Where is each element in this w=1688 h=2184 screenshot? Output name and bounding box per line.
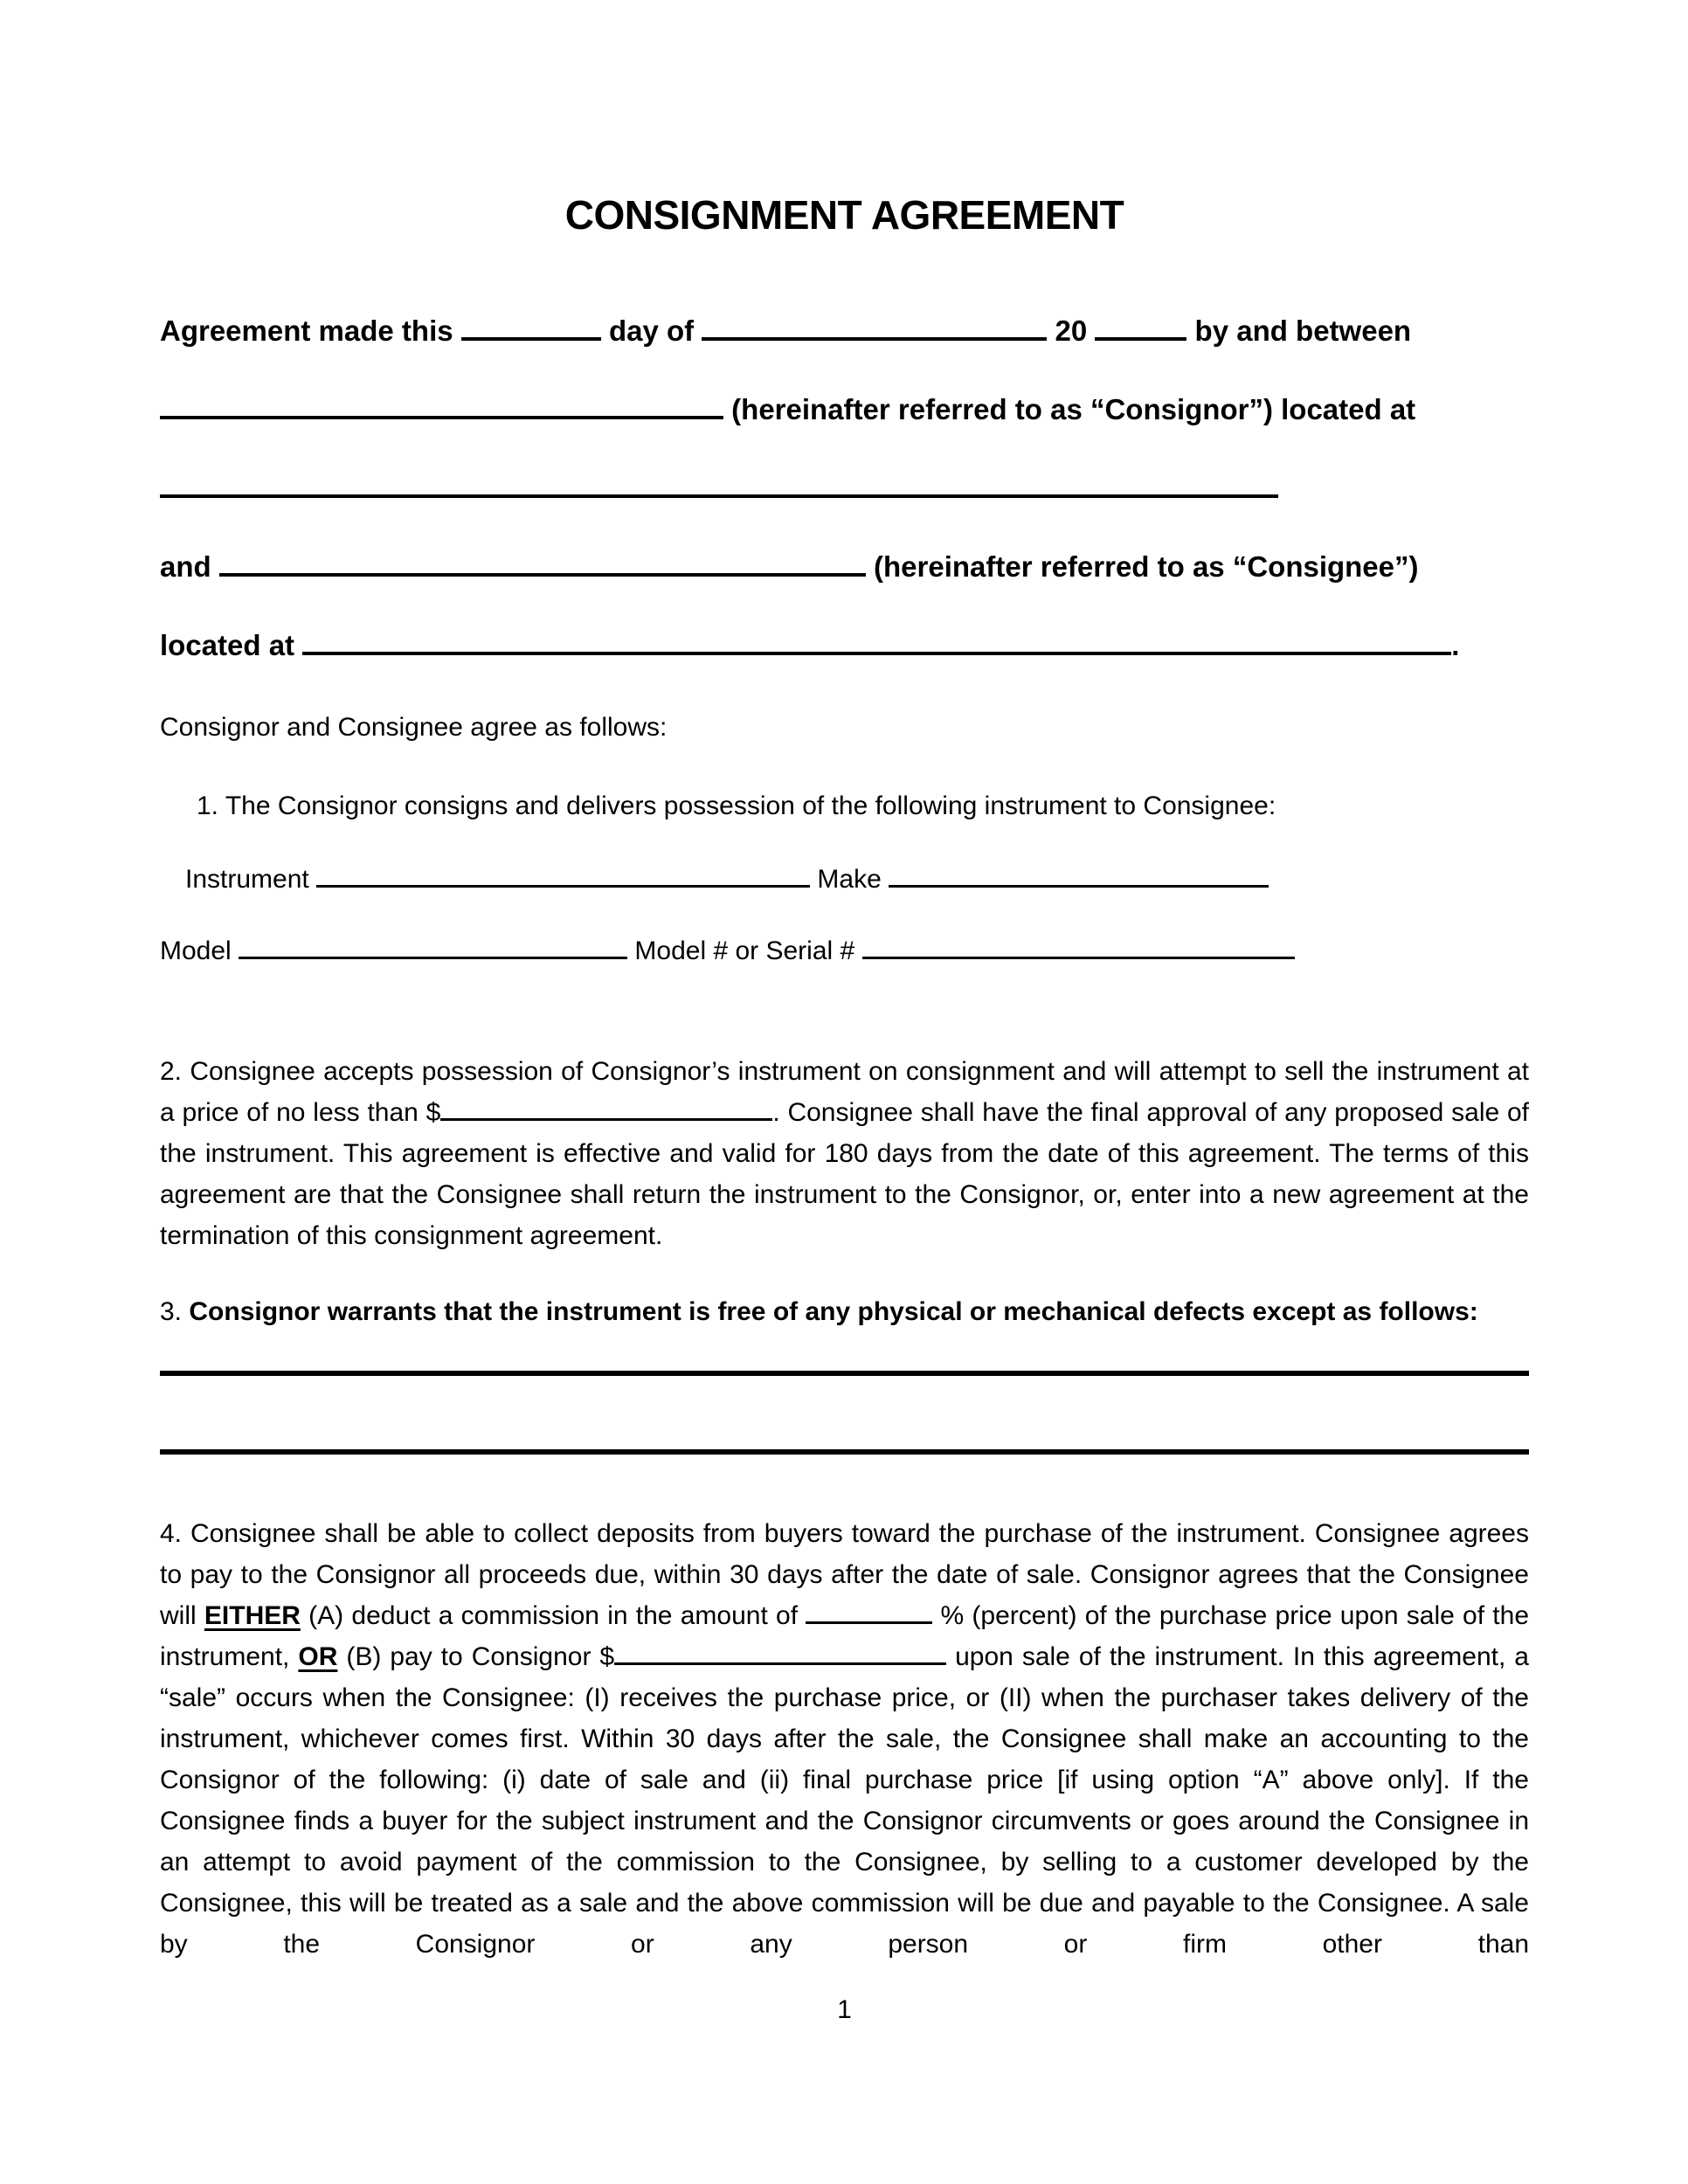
intro-and-text: and: [160, 550, 211, 583]
instrument-label: Instrument: [185, 865, 309, 894]
clause-2-text-before: 2. Consignee accepts possession of Consignor’s instrument on consignment and will attempt to sell the instrument at a price of no less than $: [160, 1057, 1529, 1127]
clause-1-number: 1.: [197, 791, 219, 820]
model-label: Model: [160, 936, 232, 965]
clause-1: [160, 785, 1529, 826]
blank-flat-payment-amount: [614, 1661, 946, 1665]
clause-3: [160, 1291, 1529, 1332]
clause-4-part-5: upon sale of the instrument. In this agreement, a “sale” occurs when the Consignee: (I) receives the purchase price, or (II) when the purchaser takes delivery of the instrument, whichever comes first. Within 30 days after the sale, the Consignee shall make an accounting to the Consignor of the following: (i) date of sale and (ii) final purchase price [if using option “A” above only]. If the Consignee finds a buyer for the subject instrument and the Consignor circumvents or goes around the Consignee in an attempt to avoid payment of the commission to the Consignee, by selling to a customer developed by the Consignee, this will be treated as a sale and the above commission will be due and payable to the Consignee. A sale by the Consignor or any person or firm other than: [160, 1642, 1529, 1959]
instrument-row: [160, 859, 1529, 900]
blank-commission-percent: [806, 1620, 932, 1624]
intro-made-this-text: Agreement made this: [160, 314, 453, 347]
defect-line-2: [160, 1449, 1529, 1455]
intro-located-at-text: located at: [160, 629, 295, 661]
clause-3-number: 3.: [160, 1297, 183, 1326]
serial-label: Model # or Serial #: [634, 936, 855, 965]
intro-line-date: [160, 314, 1529, 349]
blank-make: [889, 883, 1269, 888]
blank-consignor-name: [160, 414, 723, 419]
clause-4-part-3: % (percent) of the purchase price upon sale of the instrument,: [160, 1601, 1529, 1671]
make-label: Make: [817, 865, 882, 894]
page-number: 1: [837, 1995, 852, 2024]
intro-period-text: .: [1451, 629, 1460, 661]
clause-4-part-1: 4. Consignee shall be able to collect deposits from buyers toward the purchase of the instrument. Consignee agrees to pay to the Consignor all proceeds due, within 30 days after the date of sale. Consignor agrees that the Consignee will: [160, 1519, 1529, 1630]
clause-4-either-word: EITHER: [204, 1601, 301, 1630]
blank-consignor-address: [160, 493, 1278, 498]
clause-1-text: The Consignor consigns and delivers possession of the following instrument to Consignee:: [225, 791, 1276, 820]
intro-consignor-clause-text: (hereinafter referred to as “Consignor”) located at: [731, 393, 1416, 425]
blank-model: [239, 955, 627, 959]
model-row: [160, 930, 1529, 971]
blank-day: [461, 335, 601, 341]
blank-month: [702, 335, 1047, 341]
clause-2-text-after: . Consignee shall have the final approval of any proposed sale of the instrument. This agreement is effective and valid for 180 days from the date of this agreement. The terms of this agreement are that the Consignee shall return the instrument to the Consignor, or, enter into a new agreement at the termination of this consignment agreement.: [160, 1098, 1530, 1250]
intro-line-consignee: [160, 549, 1529, 584]
agree-line: Consignor and Consignee agree as follows:: [160, 713, 668, 742]
blank-year-suffix: [1095, 335, 1186, 341]
document-title: CONSIGNMENT AGREEMENT: [564, 192, 1124, 238]
intro-day-of-text: day of: [608, 314, 695, 347]
clause-4-or-word: OR: [298, 1642, 338, 1671]
intro-year-prefix-text: 20: [1055, 314, 1088, 347]
intro-block: [160, 314, 1529, 663]
blank-consignee-name: [219, 571, 866, 577]
blank-serial: [862, 955, 1295, 959]
intro-consignee-clause-text: (hereinafter referred to as “Consignee”): [874, 550, 1419, 583]
intro-line-consignor-address: [160, 471, 1529, 506]
clause-4-part-2: (A) deduct a commission in the amount of: [300, 1601, 806, 1630]
intro-by-and-between-text: by and between: [1194, 314, 1412, 347]
intro-line-consignor: [160, 392, 1529, 427]
clause-4-part-4: (B) pay to Consignor $: [337, 1642, 615, 1671]
clause-4: [160, 1513, 1529, 1965]
clause-2: [160, 1051, 1529, 1256]
blank-minimum-price: [440, 1116, 772, 1121]
blank-instrument: [316, 883, 810, 888]
clause-3-bold-text: Consignor warrants that the instrument is free of any physical or mechanical defects except as follows:: [189, 1297, 1478, 1326]
blank-consignee-address: [302, 650, 1451, 655]
intro-line-consignee-address: [160, 628, 1529, 663]
defect-line-1: [160, 1371, 1529, 1376]
